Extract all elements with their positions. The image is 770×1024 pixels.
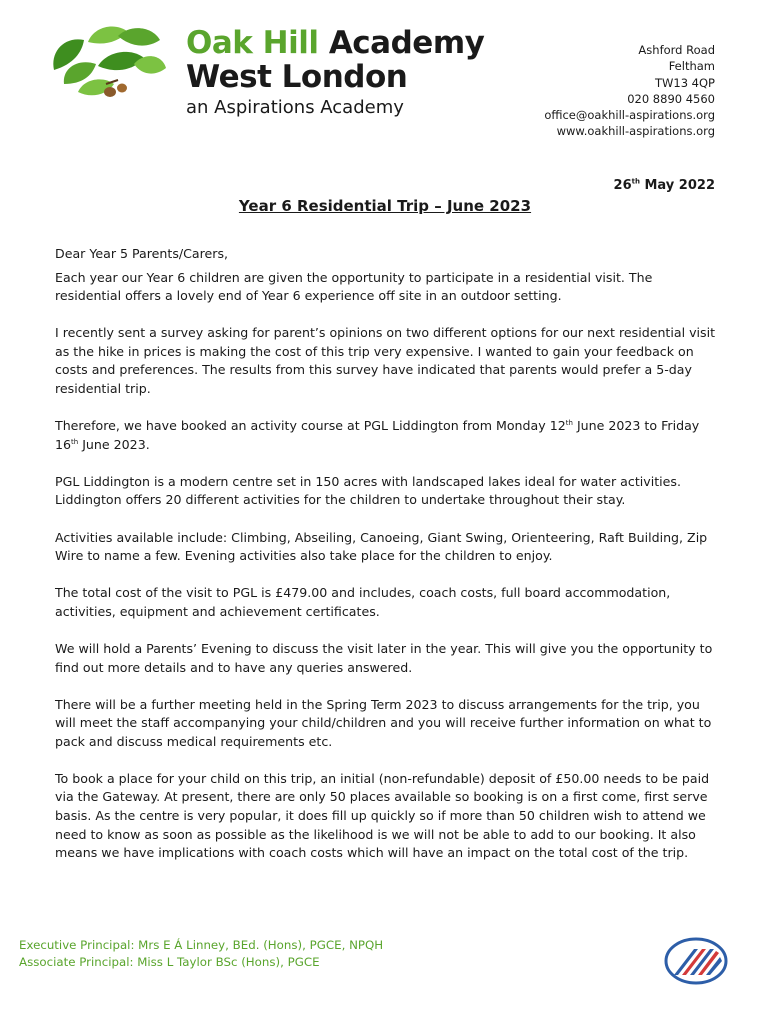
paragraph-survey: I recently sent a survey asking for parent’s opinions on two different options for our next residential visit as the hike in prices is making the cost of this trip very expensive. I wanted to gain your feedback on costs and preferences. The results from this survey have indicated that parents would prefer a 5-day residential trip. [55,325,716,397]
footer-associate-principal: Associate Principal: Miss L Taylor BSc (Hons), PGCE [19,955,320,969]
paragraph-centre: PGL Liddington is a modern centre set in 150 acres with landscaped lakes ideal for water activities. Liddington offers 20 different activities for the children to undertake throughout their stay. [55,473,681,508]
address-line2: Feltham [668,59,715,74]
greeting: Dear Year 5 Parents/Carers, [55,246,229,261]
address-website: www.oakhill-aspirations.org [556,124,715,139]
paragraph-booking-dates: Therefore, we have booked an activity course at PGL Liddington from Monday 12th June 2023 to Friday 16th June 2023. [55,418,700,452]
address-line1: Ashford Road [638,43,715,57]
letter-date: 26th May 2022 [613,177,715,193]
paragraph-intro: Each year our Year 6 children are given the opportunity to participate in a residential visit. The residential offers a lovely end of Year 6 experience off site in an outdoor setting. [55,269,653,304]
school-name-line1 [186,25,485,61]
aspirations-badge-icon [664,937,728,985]
address-phone: 020 8890 4560 [627,91,715,106]
school-name-part2: Academy [328,25,485,61]
oak-leaves-logo-icon [48,22,166,102]
school-address [544,42,715,140]
address-postcode: TW13 4QP [655,75,715,90]
school-name [186,25,485,118]
paragraph-spring-meeting: There will be a further meeting held in the Spring Term 2023 to discuss arrangements for the trip, you will meet the staff accompanying your child/children and you will receive further information on what to pack and discuss medical requirements etc. [55,696,712,749]
footer-executive-principal: Executive Principal: Mrs E Á Linney, BEd. (Hons), PGCE, NPQH [19,938,384,952]
paragraph-parents-evening: We will hold a Parents’ Evening to discuss the visit later in the year. This will give you the opportunity to find out more details and to have any queries answered. [55,640,713,675]
school-tagline: an Aspirations Academy [186,97,404,118]
letter-title: Year 6 Residential Trip – June 2023 [238,197,532,215]
school-name-part1: Oak Hill [186,25,319,61]
paragraph-activities: Activities available include: Climbing, Abseiling, Canoeing, Giant Swing, Orienteering, Raft Building, Zip Wire to name a few. Evening activities also take place for the children to enjoy. [55,529,708,564]
address-email: office@oakhill-aspirations.org [544,108,715,123]
paragraph-cost: The total cost of the visit to PGL is £479.00 and includes, coach costs, full board accommodation, activities, equipment and achievement certificates. [55,585,671,619]
letter-body [55,245,717,881]
school-name-line2: West London [186,59,408,95]
footer-principals [19,937,383,971]
paragraph-deposit: To book a place for your child on this trip, an initial (non-refundable) deposit of £50.00 needs to be paid via the Gateway. At present, there are only 50 places available so booking is on a first come, first serve basis. As the centre is very popular, it does fill up quickly so if more than 50 children wish to attend we need to know as soon as possible as the likelihood is we will not be able to add to our booking. It also means we have implications with coach costs which will have an impact on the total cost of the trip. [55,770,710,861]
